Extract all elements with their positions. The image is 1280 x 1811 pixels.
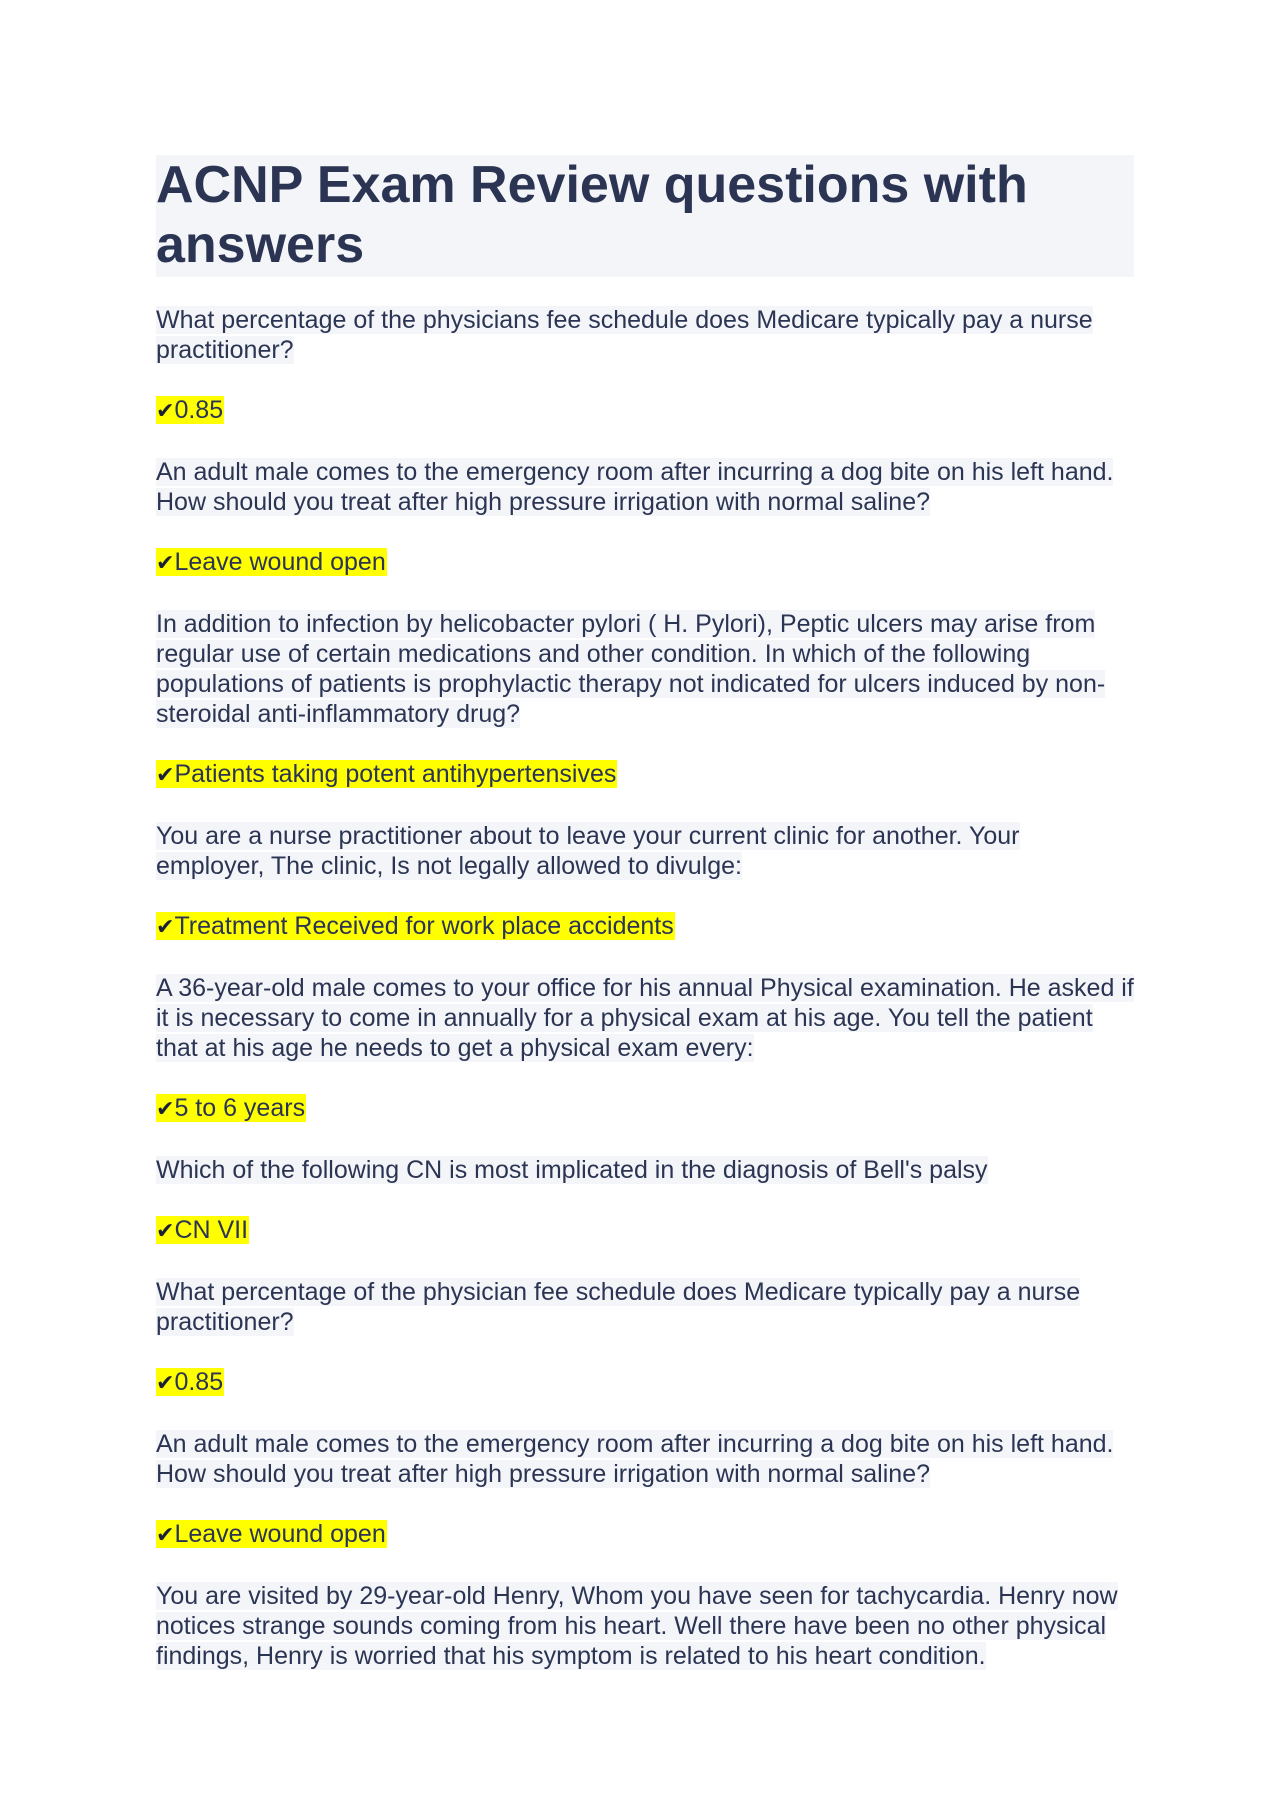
question-text: What percentage of the physician fee schedule does Medicare typically pay a nurse practitioner? [156,1278,1081,1336]
answer-text: 5 to 6 years [174,1094,306,1122]
question-block [156,821,1134,881]
document-page [156,155,1134,1701]
question-text: You are a nurse practitioner about to leave your current clinic for another. Your employer, The clinic, Is not legally allowed to divulge: [156,822,1020,880]
answer-text: CN VII [174,1216,249,1244]
question-text: An adult male comes to the emergency room after incurring a dog bite on his left hand. How should you treat after high pressure irrigation with normal saline? [156,1430,1114,1488]
answer-block [156,1367,1134,1399]
question-text: In addition to infection by helicobacter pylori ( H. Pylori), Peptic ulcers may arise from regular use of certain medications and other condition. In which of the following populations of patients is prophylactic therapy not indicated for ulcers induced by non-steroidal anti-inflammatory drug? [156,610,1106,728]
answer-block [156,911,1134,943]
answer-highlight [156,912,675,940]
question-text: You are visited by 29-year-old Henry, Whom you have seen for tachycardia. Henry now notices strange sounds coming from his heart. Well there have been no other physical findings, Henry is worried that his symptom is related to his heart condition. [156,1582,1118,1670]
question-block [156,1581,1134,1671]
answer-text: 0.85 [174,396,224,424]
answer-highlight [156,548,387,576]
question-text: Which of the following CN is most implicated in the diagnosis of Bell's palsy [156,1156,988,1184]
checkmark-icon: ✔ [156,1371,175,1396]
answer-highlight [156,1216,249,1244]
answer-block [156,547,1134,579]
checkmark-icon: ✔ [156,1097,175,1122]
question-text: A 36-year-old male comes to your office for his annual Physical examination. He asked if it is necessary to come in annually for a physical exam at his age. You tell the patient that at his age he needs to get a physical exam every: [156,974,1134,1062]
question-block [156,1429,1134,1489]
checkmark-icon: ✔ [156,915,175,940]
title-block [156,155,1134,277]
question-text: What percentage of the physicians fee schedule does Medicare typically pay a nurse practitioner? [156,306,1093,364]
question-text: An adult male comes to the emergency room after incurring a dog bite on his left hand. How should you treat after high pressure irrigation with normal saline? [156,458,1114,516]
checkmark-icon: ✔ [156,763,175,788]
answer-highlight [156,1094,306,1122]
checkmark-icon: ✔ [156,1219,175,1244]
document-title: ACNP Exam Review questions with answers [156,156,1028,274]
answer-highlight [156,760,617,788]
question-block [156,305,1134,365]
answer-block [156,395,1134,427]
checkmark-icon: ✔ [156,551,175,576]
question-block [156,973,1134,1063]
question-block [156,609,1134,729]
qa-list [156,305,1134,1671]
answer-text: Leave wound open [174,548,386,576]
question-block [156,457,1134,517]
answer-text: Leave wound open [174,1520,386,1548]
answer-highlight [156,1520,387,1548]
question-block [156,1277,1134,1337]
answer-text: Patients taking potent antihypertensives [174,760,617,788]
checkmark-icon: ✔ [156,1523,175,1548]
answer-block [156,759,1134,791]
answer-block [156,1093,1134,1125]
answer-text: Treatment Received for work place accidents [174,912,674,940]
answer-block [156,1215,1134,1247]
answer-highlight [156,396,224,424]
answer-highlight [156,1368,224,1396]
checkmark-icon: ✔ [156,399,175,424]
question-block [156,1155,1134,1185]
answer-text: 0.85 [174,1368,224,1396]
answer-block [156,1519,1134,1551]
